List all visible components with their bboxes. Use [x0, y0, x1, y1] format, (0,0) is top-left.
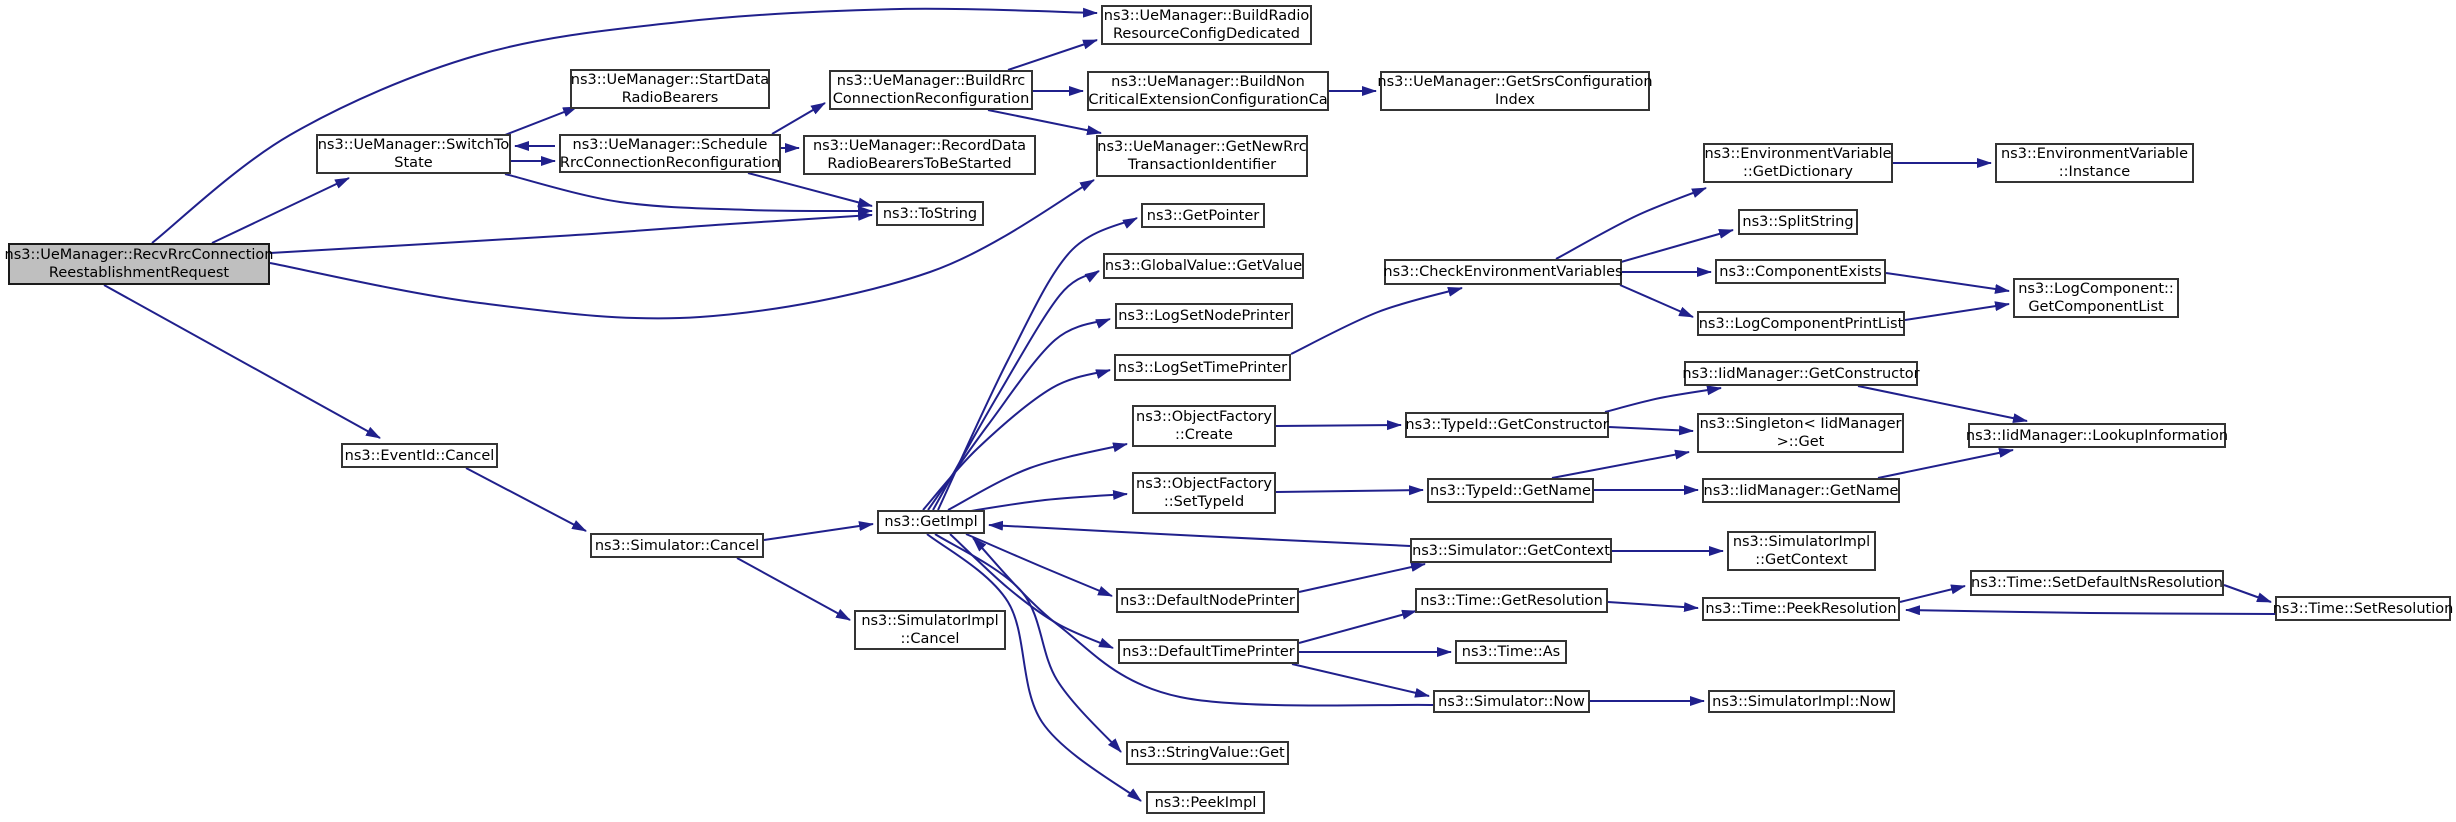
node-label: ns3::Simulator::Now	[1438, 693, 1585, 710]
node-label: ns3::UeManager::BuildNon	[1111, 74, 1305, 90]
node-logcomplist[interactable]	[2013, 278, 2179, 318]
edge-simgetctx-to-getimpl	[989, 525, 1410, 546]
node-timesetres[interactable]	[2272, 596, 2454, 621]
node-label: ns3::UeManager::GetNewRrc	[1097, 139, 1307, 155]
edge-getimpl-to-defaultnode	[966, 534, 1112, 596]
node-label: ns3::DefaultTimePrinter	[1122, 643, 1295, 660]
node-recorddata[interactable]	[803, 135, 1036, 175]
node-label: ::Create	[1175, 427, 1233, 443]
edge-getimpl-to-logsetnode	[928, 319, 1110, 510]
node-label: ns3::Time::As	[1461, 644, 1561, 660]
node-label: ns3::Time::SetResolution	[2272, 600, 2454, 617]
node-label: ns3::UeManager::RecvRrcConnection	[4, 247, 274, 263]
edge-simnow-to-getimpl	[973, 538, 1433, 706]
node-label: ns3::Time::GetResolution	[1420, 592, 1603, 609]
node-label: ns3::LogSetNodePrinter	[1118, 308, 1290, 324]
edge-schedule-to-buildrrc	[772, 103, 825, 134]
node-eventcancel[interactable]	[341, 443, 498, 468]
node-label: ns3::GetPointer	[1146, 207, 1260, 224]
node-typeidname[interactable]	[1427, 478, 1594, 503]
edge-simcancel-to-getimpl	[764, 524, 873, 540]
node-label: ns3::SimulatorImpl::Now	[1712, 693, 1891, 710]
node-getpointer[interactable]	[1141, 203, 1265, 228]
edge-typeidname-to-singleton	[1552, 452, 1689, 478]
edge-buildrrc-to-getnewrrc	[988, 110, 1101, 133]
node-label: ns3::UeManager::BuildRadio	[1103, 8, 1310, 24]
edge-timegetres-to-timepeekres	[1608, 602, 1698, 608]
node-label: ns3::PeekImpl	[1154, 794, 1257, 811]
node-label: ns3::UeManager::Schedule	[572, 136, 768, 153]
node-envinst[interactable]	[1995, 143, 2194, 183]
node-label: ns3::StringValue::Get	[1130, 745, 1285, 761]
node-label: ns3::ObjectFactory	[1136, 476, 1272, 492]
node-peekimpl[interactable]	[1146, 791, 1265, 814]
node-label: ns3::SimulatorImpl	[1732, 534, 1871, 550]
node-timesetdefns[interactable]	[1970, 570, 2224, 596]
node-envdict[interactable]	[1703, 143, 1893, 183]
node-label: CriticalExtensionConfigurationCa	[1088, 92, 1328, 108]
node-label: ns3::TypeId::GetConstructor	[1405, 417, 1609, 433]
node-label: ns3::SimulatorImpl	[861, 613, 999, 629]
node-label: ::GetDictionary	[1743, 164, 1853, 180]
node-stringvalget[interactable]	[1126, 741, 1289, 765]
edge-checkenv-to-logcompprint	[1620, 285, 1693, 317]
edge-objcreate-to-typeidctor	[1276, 425, 1401, 426]
node-label: State	[394, 155, 433, 171]
node-label: ns3::GetImpl	[884, 514, 978, 530]
node-label: ::SetTypeId	[1163, 494, 1245, 510]
edge-typeidctor-to-iidgetctor	[1605, 388, 1721, 412]
node-label: ns3::EventId::Cancel	[344, 447, 495, 464]
edge-getimpl-to-objcreate	[948, 444, 1127, 510]
edge-simcancel-to-simimplcancel	[737, 558, 850, 620]
edge-compexists-to-logcomplist	[1886, 273, 2009, 291]
node-label: ns3::EnvironmentVariable	[1704, 146, 1892, 162]
node-getimpl[interactable]	[877, 510, 985, 534]
edge-defaulttime-to-timegetres	[1299, 611, 1416, 643]
node-buildradio[interactable]	[1101, 5, 1312, 45]
node-iidgetctor[interactable]	[1684, 361, 1918, 386]
node-label: >::Get	[1776, 434, 1825, 450]
edge-timepeekres-to-timesetdefns	[1900, 586, 1965, 602]
node-label: ns3::UeManager::StartData	[570, 72, 770, 88]
edge-buildrrc-to-buildradio	[1008, 40, 1097, 70]
node-label: ns3::LogComponent::	[2018, 281, 2174, 297]
node-defaultnode[interactable]	[1116, 588, 1299, 613]
node-objcreate[interactable]	[1132, 405, 1276, 447]
node-splitstring[interactable]	[1738, 209, 1858, 235]
node-checkenv[interactable]	[1384, 259, 1622, 285]
node-label: ReestablishmentRequest	[48, 265, 230, 281]
edge-logsettime-to-checkenv	[1291, 288, 1462, 354]
edge-checkenv-to-splitstring	[1621, 230, 1733, 262]
node-iidgetname[interactable]	[1702, 478, 1900, 503]
edge-schedule-to-tostring	[748, 173, 872, 206]
edge-getimpl-to-peekimpl	[927, 534, 1141, 801]
node-getnewrrc[interactable]	[1096, 135, 1308, 177]
edge-switchto-to-startdata	[505, 107, 577, 135]
node-label: ns3::TypeId::GetName	[1430, 482, 1591, 499]
node-schedule[interactable]	[559, 134, 781, 173]
node-simimplgetctx[interactable]	[1727, 531, 1876, 571]
node-simimplcancel[interactable]	[854, 610, 1006, 650]
node-label: ns3::ToString	[882, 205, 978, 222]
node-label: ns3::DefaultNodePrinter	[1120, 592, 1295, 609]
node-label: ns3::IidManager::GetName	[1703, 482, 1899, 499]
node-label: ConnectionReconfiguration	[832, 91, 1030, 107]
node-buildrrc[interactable]	[829, 70, 1033, 110]
node-label: RrcConnectionReconfiguration	[559, 154, 781, 171]
node-label: ns3::Simulator::GetContext	[1412, 542, 1610, 559]
edge-typeidctor-to-singleton	[1609, 427, 1693, 431]
node-getsrs[interactable]	[1377, 71, 1653, 111]
node-simgetctx[interactable]	[1410, 538, 1612, 563]
node-label: ns3::UeManager::RecordData	[812, 138, 1027, 154]
node-label: ::GetContext	[1755, 552, 1848, 568]
node-label: ns3::UeManager::GetSrsConfiguration	[1377, 74, 1653, 90]
node-buildnon[interactable]	[1087, 71, 1329, 111]
node-label: ::Cancel	[900, 631, 960, 647]
node-label: ns3::LogSetTimePrinter	[1117, 359, 1288, 376]
node-label: GetComponentList	[2028, 299, 2164, 315]
node-label: RadioBearers	[621, 90, 719, 106]
node-lookupinfo[interactable]	[1965, 423, 2229, 448]
node-label: Index	[1495, 92, 1535, 108]
node-label: ns3::LogComponentPrintList	[1698, 315, 1904, 332]
node-defaulttime[interactable]	[1118, 639, 1299, 664]
node-switchto[interactable]	[316, 134, 511, 174]
node-label: ::Instance	[2058, 164, 2131, 180]
edge-defaultnode-to-simgetctx	[1299, 564, 1425, 592]
node-label: ns3::UeManager::BuildRrc	[836, 73, 1026, 89]
node-globalvalue[interactable]	[1103, 253, 1304, 279]
edge-switchto-to-tostring	[505, 174, 872, 211]
node-label: ns3::CheckEnvironmentVariables	[1383, 264, 1623, 280]
node-label: RadioBearersToBeStarted	[827, 156, 1012, 172]
edge-getimpl-to-globalvalue	[933, 271, 1099, 510]
edge-recv-to-switchto	[212, 178, 349, 243]
node-typeidctor[interactable]	[1405, 412, 1609, 438]
node-label: ns3::GlobalValue::GetValue	[1104, 258, 1303, 274]
node-startdata[interactable]	[570, 69, 770, 109]
edge-defaulttime-to-simnow	[1292, 664, 1429, 696]
node-label: ns3::ObjectFactory	[1136, 409, 1272, 425]
node-label: TransactionIdentifier	[1127, 157, 1277, 173]
node-label: ns3::SplitString	[1742, 214, 1854, 230]
node-label: ns3::Time::PeekResolution	[1705, 601, 1897, 617]
node-label: ns3::IidManager::GetConstructor	[1682, 365, 1920, 382]
node-logcompprint[interactable]	[1697, 311, 1905, 336]
node-simimplnow[interactable]	[1708, 690, 1895, 713]
edge-logcompprint-to-logcomplist	[1905, 304, 2009, 320]
edge-eventcancel-to-simcancel	[466, 468, 586, 531]
edge-iidgetname-to-lookupinfo	[1878, 450, 2013, 478]
node-objsettypeid[interactable]	[1132, 472, 1276, 514]
node-timeas[interactable]	[1455, 640, 1567, 664]
edge-timesetdefns-to-timesetres	[2224, 585, 2271, 602]
edge-timesetres-to-timepeekres	[1906, 610, 2275, 614]
node-singleton[interactable]	[1697, 413, 1904, 453]
node-logsettime[interactable]	[1114, 354, 1291, 381]
edge-objsettypeid-to-typeidname	[1276, 490, 1423, 492]
node-label: ns3::UeManager::SwitchTo	[317, 137, 510, 153]
node-logsetnode[interactable]	[1115, 303, 1293, 329]
edge-checkenv-to-envdict	[1556, 188, 1706, 259]
node-timepeekres[interactable]	[1702, 597, 1900, 621]
node-simcancel[interactable]	[590, 533, 764, 558]
edge-getimpl-to-logsettime	[923, 370, 1110, 510]
node-label: ns3::IidManager::LookupInformation	[1965, 427, 2229, 444]
node-label: ns3::Time::SetDefaultNsResolution	[1971, 575, 2223, 591]
node-compexists[interactable]	[1715, 259, 1886, 284]
node-label: ns3::ComponentExists	[1719, 263, 1882, 280]
node-tostring[interactable]	[876, 201, 984, 226]
edge-recv-to-tostring	[270, 215, 872, 253]
node-recv	[4, 243, 274, 285]
node-label: ns3::Simulator::Cancel	[594, 537, 760, 554]
edge-recv-to-eventcancel	[104, 285, 380, 438]
node-label: ResourceConfigDedicated	[1112, 26, 1300, 42]
node-label: ns3::Singleton< IidManager	[1699, 416, 1902, 432]
node-label: ns3::EnvironmentVariable	[2000, 146, 2189, 162]
node-simnow[interactable]	[1433, 690, 1590, 713]
node-timegetres[interactable]	[1415, 588, 1608, 613]
